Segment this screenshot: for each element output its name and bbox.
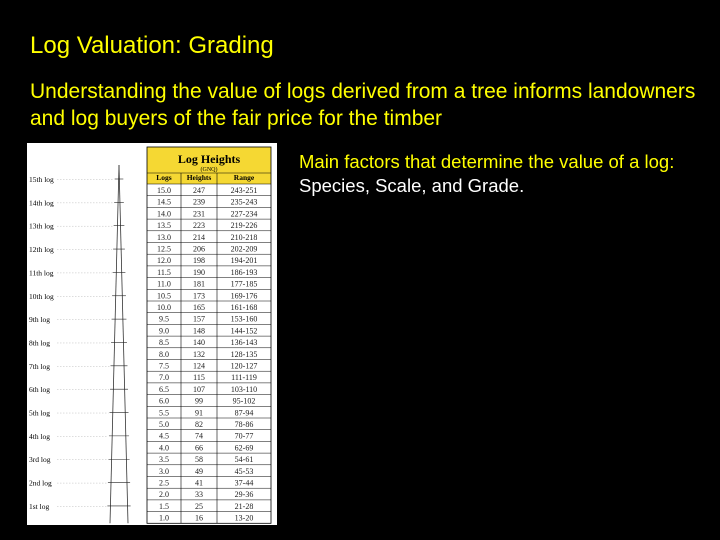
table-cell: 4.5 [159, 431, 169, 441]
bullet-butt-log: The butt log will usually contain the highest percentage of clear wood (non defect). [299, 343, 651, 388]
column-header: Heights [186, 173, 212, 182]
log-label: 4th log [29, 431, 51, 441]
table-cell: 206 [193, 244, 205, 254]
table-cell: 21-28 [234, 501, 254, 511]
log-label: 14th log [29, 198, 54, 208]
log-label: 5th log [29, 408, 51, 418]
table-cell: 210-218 [230, 232, 258, 242]
table-cell: 136-143 [230, 338, 258, 348]
table-cell: 194-201 [230, 256, 258, 266]
table-cell: 165 [193, 303, 205, 312]
table-cell: 3.5 [159, 455, 169, 465]
table-cell: 202-209 [230, 244, 258, 254]
table-cell: 58 [195, 455, 203, 465]
table-cell: 49 [195, 466, 203, 476]
table-cell: 214 [193, 232, 205, 242]
table-cell: 10.5 [157, 291, 171, 301]
table-cell: 2.0 [159, 490, 169, 500]
table-cell: 132 [193, 349, 205, 359]
table-cell: 95-102 [232, 396, 256, 406]
tree-outline-left [110, 165, 119, 523]
table-cell: 41 [195, 478, 203, 488]
slide-subtitle: Understanding the value of logs derived from a tree informs landowners and log buyers of the fair price for the timber [30, 80, 696, 130]
table-cell: 190 [193, 267, 205, 277]
table-cell: 11.0 [157, 279, 171, 289]
column-header: Range [233, 173, 255, 182]
table-cell: 45-53 [234, 466, 254, 476]
table-cell: 13.0 [157, 232, 171, 242]
table-cell: 3.0 [159, 466, 169, 476]
table-title: Log Heights [177, 152, 241, 166]
bullet-main-factors [299, 150, 699, 198]
table-cell: 140 [193, 338, 205, 348]
log-label: 10th log [29, 291, 54, 301]
table-cell: 223 [193, 221, 205, 231]
table-cell: 161-168 [230, 303, 258, 312]
table-cell: 25 [195, 501, 203, 511]
table-cell: 1.0 [159, 513, 169, 523]
table-cell: 243-251 [230, 186, 258, 195]
table-cell: 74 [195, 431, 203, 441]
table-cell: 231 [193, 209, 205, 219]
bullet-2-sup: st [426, 295, 436, 308]
table-cell: 6.0 [159, 396, 169, 406]
table-cell: 9.5 [159, 314, 169, 324]
table-cell: 14.5 [157, 197, 171, 207]
table-cell: 66 [195, 443, 203, 453]
table-cell: 111-119 [231, 373, 257, 383]
table-cell: 186-193 [230, 267, 258, 277]
table-cell: 144-152 [230, 326, 258, 336]
bullet-grade-definition [299, 222, 699, 318]
table-cell: 219-226 [230, 221, 258, 231]
table-cell: 54-61 [234, 455, 254, 465]
table-cell: 82 [195, 420, 203, 429]
log-label: 11th log [29, 268, 54, 278]
table-cell: 177-185 [230, 279, 258, 289]
table-cell: 115 [193, 373, 205, 383]
table-cell: 12.5 [157, 244, 171, 254]
log-label: 13th log [29, 221, 54, 231]
table-cell: 148 [193, 326, 205, 336]
table-cell: 247 [193, 186, 205, 195]
table-cell: 78-86 [234, 420, 254, 429]
table-cell: 7.0 [159, 373, 169, 383]
table-cell: 169-176 [230, 291, 258, 301]
table-cell: 6.5 [159, 384, 169, 394]
table-cell: 181 [193, 279, 205, 289]
bullet-list [299, 150, 699, 510]
log-heights-chart [27, 143, 277, 525]
log-label: 1st log [29, 501, 50, 511]
table-cell: 124 [193, 361, 205, 371]
table-cell: 120-127 [230, 361, 258, 371]
table-cell: 15.0 [157, 186, 171, 195]
bullet-grade-assignment: Grade can be assigned on standing timber during cruising (each log per tree done independently) or once the trees are felled. [299, 415, 651, 484]
title-part-1: Log Valuation: [30, 32, 182, 59]
table-cell: 13.5 [157, 221, 171, 231]
table-cell: 87-94 [234, 408, 254, 418]
table-cell: 235-243 [230, 197, 258, 207]
table-cell: 12.0 [157, 256, 171, 266]
log-label: 7th log [29, 361, 51, 371]
table-cell: 14.0 [157, 209, 171, 219]
slide-title [30, 30, 274, 62]
table-cell: 1.5 [159, 501, 169, 511]
table-cell: 173 [193, 291, 205, 301]
table-cell: 29-36 [234, 490, 254, 500]
log-label: 3rd log [29, 455, 51, 465]
log-label: 15th log [29, 175, 54, 184]
table-cell: 153-160 [230, 314, 258, 324]
table-cell: 13-20 [234, 513, 254, 523]
table-cell: 2.5 [159, 478, 169, 488]
table-cell: 239 [193, 197, 205, 207]
bullet-1-lead: Main factors that determine the value of a log: [299, 151, 675, 172]
table-cell: 37-44 [234, 478, 254, 488]
table-cell: 16 [195, 513, 203, 523]
column-header: Logs [156, 173, 172, 182]
table-subheader: (GNQ) [200, 167, 218, 173]
table-cell: 157 [193, 314, 205, 324]
table-cell: 91 [195, 408, 203, 418]
table-cell: 198 [193, 256, 205, 266]
table-cell: 103-110 [230, 384, 258, 394]
log-label: 6th log [29, 385, 51, 395]
log-label: 12th log [29, 245, 54, 255]
table-cell: 99 [195, 396, 203, 406]
tree-outline-right [119, 165, 128, 523]
table-cell: 227-234 [230, 209, 258, 219]
log-label: 8th log [29, 338, 51, 348]
table-cell: 107 [193, 384, 205, 394]
table-cell: 9.0 [159, 326, 169, 336]
bullet-2-text: Grade is a measure of the quality of the log and the products that can be derived. Grade is usually inferred by how much defect free wood is present in the 1 [299, 223, 700, 316]
bullet-2-tail: log. [440, 295, 471, 316]
title-part-2: Grading [188, 32, 274, 59]
table-cell: 8.0 [159, 349, 169, 359]
table-cell: 128-135 [230, 349, 258, 359]
bullet-1-tail: Species, Scale, and Grade. [299, 175, 525, 196]
log-label: 9th log [29, 315, 51, 325]
log-heights-figure [27, 143, 277, 525]
table-cell: 70-77 [234, 431, 254, 441]
table-cell: 11.5 [157, 267, 171, 277]
table-cell: 4.0 [159, 443, 169, 453]
table-cell: 5.5 [159, 408, 169, 418]
table-cell: 8.5 [159, 338, 169, 348]
log-label: 2nd log [29, 478, 52, 488]
table-cell: 62-69 [234, 443, 254, 453]
table-cell: 10.0 [157, 303, 171, 312]
table-cell: 5.0 [159, 420, 169, 429]
table-cell: 7.5 [159, 361, 169, 371]
table-cell: 33 [195, 490, 203, 500]
